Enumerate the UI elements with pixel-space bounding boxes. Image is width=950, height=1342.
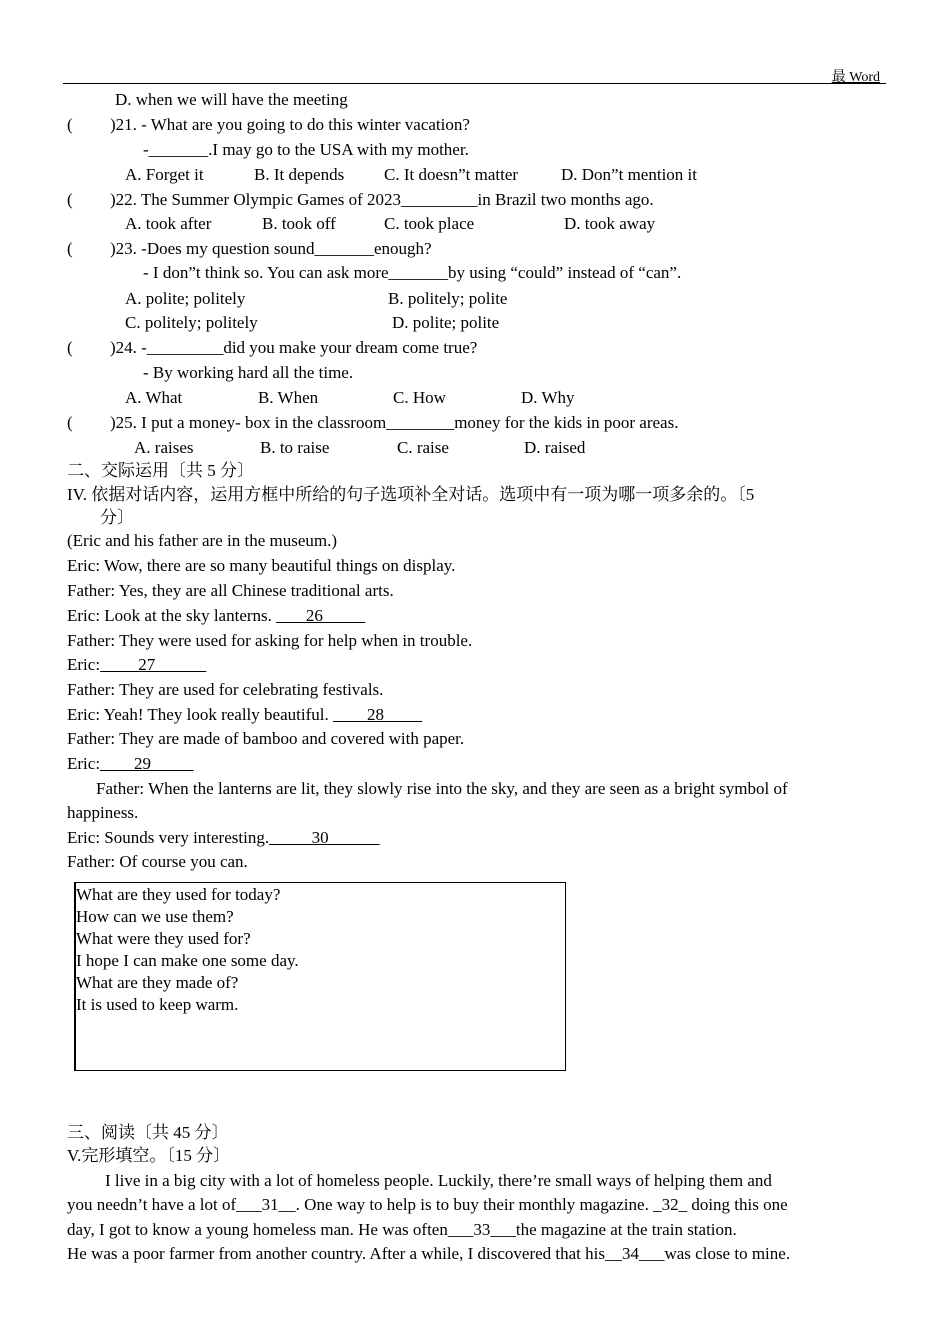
- passage-line: day, I got to know a young homeless man. He was often___33___the magazine at the train station.: [67, 1220, 737, 1239]
- q23-blank2: _______: [388, 263, 449, 282]
- passage-line: I live in a big city with a lot of homeless people. Luckily, there’re small ways of helping them and: [105, 1171, 772, 1190]
- q22-paren: (: [67, 190, 73, 209]
- box-option: What were they used for?: [76, 929, 251, 948]
- q24-option-c: C. How: [393, 388, 446, 407]
- q25-text: )25. I put a money- box in the classroom________money for the kids in poor areas.: [110, 413, 679, 432]
- section2-instruction-cont: 分〕: [100, 508, 134, 527]
- q24-text: )24. -_________did you make your dream come true?: [110, 338, 478, 357]
- passage-line: He was a poor farmer from another country. After a while, I discovered that his__34___was close to mine.: [67, 1244, 791, 1263]
- box-option: How can we use them?: [76, 907, 234, 926]
- dialogue-line: Father: They were used for asking for help when in trouble.: [67, 631, 473, 650]
- dialogue-line: happiness.: [67, 803, 139, 822]
- q23-option-c: C. politely; politely: [125, 313, 258, 332]
- q21-line2: -_______.I may go to the USA with my mother.: [143, 140, 469, 159]
- blank-28: 28: [332, 705, 423, 724]
- section3-title: 三、阅读〔共 45 分〕: [67, 1123, 229, 1142]
- blank-34: __34___: [604, 1244, 665, 1263]
- q24-paren: (: [67, 338, 73, 357]
- q24-option-b: B. When: [258, 388, 319, 407]
- q22-option-c: C. took place: [384, 214, 475, 233]
- dialogue-line: Eric: 29: [67, 754, 194, 773]
- q25-option-b: B. to raise: [260, 438, 330, 457]
- dialogue-context: (Eric and his father are in the museum.): [67, 531, 338, 550]
- header-rule: [63, 83, 886, 84]
- q23-text: )23. -Does my question sound_______enough?: [110, 239, 432, 258]
- dialogue-line: Father: When the lanterns are lit, they slowly rise into the sky, and they are seen as a bright symbol of: [96, 779, 788, 798]
- box-option: What are they made of?: [76, 973, 239, 992]
- section2-title: 二、交际运用〔共 5 分〕: [67, 461, 254, 480]
- options-box: [74, 882, 566, 1071]
- q23-blank: _______: [314, 239, 374, 258]
- q24-blank: _________: [146, 338, 224, 357]
- q23-paren: (: [67, 239, 73, 258]
- passage-line: you needn’t have a lot of___31__. One way to help is to buy their monthly magazine. _32_ doing this one: [67, 1195, 788, 1214]
- dialogue-line: Eric: Yeah! They look really beautiful. 28: [67, 705, 423, 724]
- q21-paren: (: [67, 115, 73, 134]
- q21-option-b: B. It depends: [254, 165, 345, 184]
- blank-33: ___33___: [447, 1220, 516, 1239]
- section3-sub: V.完形填空。〔15 分〕: [67, 1146, 231, 1165]
- q21-text: )21. - What are you going to do this winter vacation?: [110, 115, 470, 134]
- blank-29: 29: [100, 754, 194, 773]
- section2-instruction: IV. 依据对话内容，运用方框中所给的句子选项补全对话。选项中有一项为哪一项多余的。〔5: [67, 485, 755, 504]
- q25-option-c: C. raise: [397, 438, 449, 457]
- box-option: I hope I can make one some day.: [76, 951, 299, 970]
- q24-option-d: D. Why: [521, 388, 575, 407]
- q22-option-a: A. took after: [125, 214, 212, 233]
- dialogue-line: Eric: 27: [67, 655, 207, 674]
- q23-option-b: B. politely; polite: [388, 289, 508, 308]
- blank-26: 26: [276, 606, 366, 625]
- q23-option-d: D. polite; polite: [392, 313, 500, 332]
- q24-option-a: A. What: [125, 388, 183, 407]
- blank-31: ___31__: [236, 1195, 296, 1214]
- q21-option-c: C. It doesn”t matter: [384, 165, 519, 184]
- blank-27: 27: [100, 655, 207, 674]
- q23-option-a: A. polite; politely: [125, 289, 246, 308]
- q22-option-d: D. took away: [564, 214, 656, 233]
- blank-30: 30: [269, 828, 380, 847]
- box-option: It is used to keep warm.: [76, 995, 239, 1014]
- q22-option-b: B. took off: [262, 214, 336, 233]
- dialogue-line: Father: They are used for celebrating festivals.: [67, 680, 384, 699]
- q25-option-a: A. raises: [134, 438, 194, 457]
- option-d-previous: D. when we will have the meeting: [115, 90, 348, 109]
- dialogue-line: Eric: Sounds very interesting. 30: [67, 828, 380, 847]
- dialogue-line: Eric: Look at the sky lanterns. 26: [67, 606, 366, 625]
- dialogue-line: Eric: Wow, there are so many beautiful things on display.: [67, 556, 456, 575]
- dialogue-line: Father: Of course you can.: [67, 852, 248, 871]
- q21-blank: _______: [148, 140, 209, 159]
- q24-line2: - By working hard all the time.: [143, 363, 354, 382]
- q25-blank: ________: [386, 413, 455, 432]
- box-option: What are they used for today?: [76, 885, 281, 904]
- dialogue-line: Father: They are made of bamboo and covered with paper.: [67, 729, 465, 748]
- dialogue-line: Father: Yes, they are all Chinese traditional arts.: [67, 581, 394, 600]
- q25-paren: (: [67, 413, 73, 432]
- q22-text: )22. The Summer Olympic Games of 2023_________in Brazil two months ago.: [110, 190, 654, 209]
- page-header: 最 Word: [831, 70, 880, 85]
- q21-option-a: A. Forget it: [125, 165, 204, 184]
- q21-option-d: D. Don”t mention it: [561, 165, 697, 184]
- q25-option-d: D. raised: [524, 438, 586, 457]
- q23-line2: - I don”t think so. You can ask more_______by using “could” instead of “can”.: [143, 263, 682, 282]
- q22-blank: _________: [401, 190, 478, 209]
